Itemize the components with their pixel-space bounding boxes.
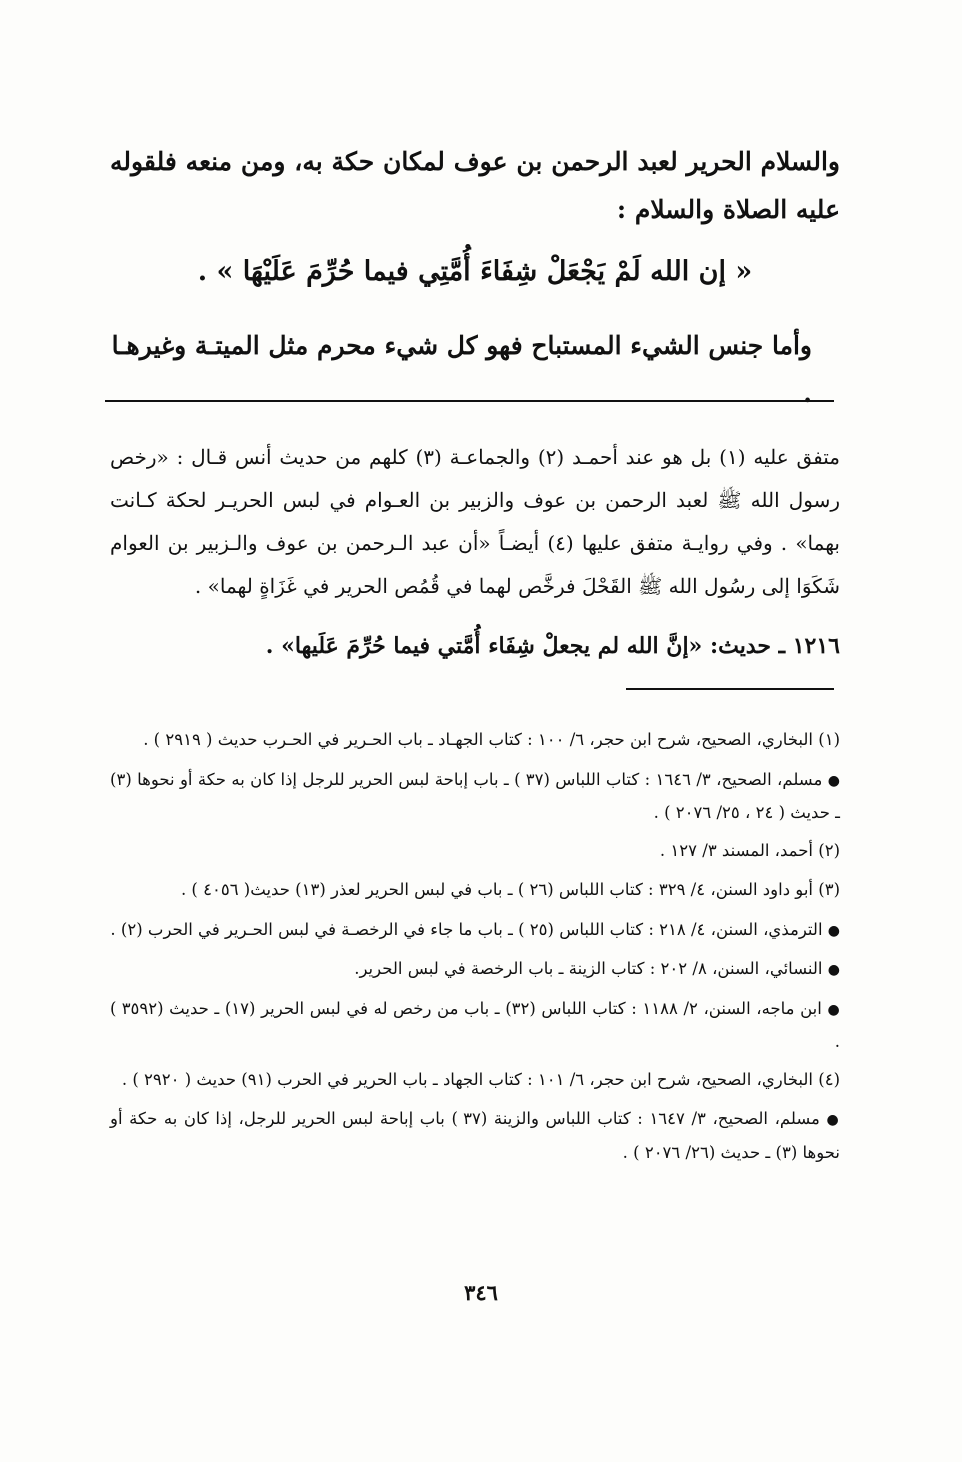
footnote-text: مسلم، الصحيح، ٣/ ١٦٤٧ : كتاب اللباس والزينة (٣٧ ) باب إباحة لبس الحرير للرجل، إذا كان به حكة أو نحوها (٣) ـ حديث (٢٦/ ٢٠٧٦ ) . — [110, 1109, 840, 1162]
footnote-divider — [626, 688, 834, 690]
footnote-text: (٣) أبو داود السنن، ٤/ ٣٢٩ : كتاب اللباس (٢٦ ) ـ باب في لبس الحرير لعذر (١٣) حديث( ٤٠٥٦ ) . — [180, 880, 840, 899]
bullet-icon: ● — [827, 772, 841, 789]
page-number: ٣٤٦ — [464, 1280, 498, 1305]
footnote — [110, 724, 840, 758]
footnote — [110, 993, 840, 1058]
footnotes — [110, 724, 840, 1174]
footnote — [110, 1103, 840, 1168]
footnote — [110, 953, 840, 987]
bullet-icon: ● — [827, 922, 840, 939]
section-divider — [105, 400, 834, 402]
footnote — [110, 1064, 840, 1098]
hadith-quote: « إن الله لَمْ يَجْعَلْ شِفَاءَ أُمَّتِي فيما حُرِّمَ عَلَيْهَا » . — [197, 256, 753, 287]
commentary-paragraph: متفق عليه (١) بل هو عند أحمـد (٢) والجماعـة (٣) كلهم من حديث أنس قـال : «رخص رسول الله ﷺ لعبد الرحمن بن عوف والزبير بن العـوام في لبس الحريـر لحكة كـانت بهما» . وفي روايـة متفق عليها (٤) أيضـاً «أن عبد الـرحمن بن عوف والـزبير بن العوام شَكَوَا إلى رسُول الله ﷺ القَحْلَ فرخَّص لهما في قُمُص الحرير في غَزَاةٍ لهما» . — [110, 445, 840, 598]
footnote — [110, 914, 840, 948]
main-paragraph: والسلام الحرير لعبد الرحمن بن عوف لمكان حكة به، ومن منعه فلقوله عليه الصلاة والسلام : — [110, 147, 840, 224]
main-paragraph-2: وأما جنس الشيء المستباح فهو كل شيء محرم مثل الميتـة وغيرهـا . — [111, 331, 812, 408]
footnote-text: (١) البخاري، الصحيح، شرح ابن حجر، ٦/ ١٠٠ : كتاب الجهـاد ـ باب الحـرير في الحـرب حديث ( ٢٩١٩ ) . — [143, 730, 840, 749]
footnote — [110, 874, 840, 908]
footnote-text: مسلم، الصحيح، ٣/ ١٦٤٦ : كتاب اللباس (٣٧ ) ـ باب إباحة لبس الحرير للرجل إذا كان به حكة أو نحوها (٣) ـ حديث ( ٢٤ ، ٢٥/ ٢٠٧٦ ) . — [110, 769, 840, 822]
bullet-icon: ● — [826, 1112, 841, 1128]
footnote-text: النسائي، السنن، ٨/ ٢٠٢ : كتاب الزينة ـ باب الرخصة في لبس الحرير. — [354, 959, 823, 978]
footnote — [110, 835, 840, 869]
bullet-icon: ● — [827, 1001, 841, 1018]
footnote-text: (٢) أحمد، المسند ٣/ ١٢٧ . — [659, 840, 840, 860]
footnote — [110, 764, 840, 829]
hadith-heading: ١٢١٦ ـ حديث: «إنَّ الله لم يجعلْ شِفَاء أُمَّتي فيما حُرِّمَ عَلَيها» . — [265, 633, 840, 659]
footnote-text: (٤) البخاري، الصحيح، شرح ابن حجر، ٦/ ١٠١ : كتاب الجهاد ـ باب الحرير في الحرب (٩١) حديث ( ٢٩٢٠ ) . — [121, 1069, 840, 1089]
footnote-text: الترمذي، السنن، ٤/ ٢١٨ : كتاب اللباس (٢٥ ) ـ باب ما جاء في الرخصـة في لبس الحـرير في الحرب (٢) . — [110, 919, 823, 939]
bullet-icon: ● — [827, 962, 840, 978]
footnote-text: ابن ماجه، السنن، ٢/ ١١٨٨ : كتاب اللباس (٣٢) ـ باب من رخص له في لبس الحرير (١٧) ـ حديث (٣٥٩٢ ) . — [110, 998, 840, 1051]
commentary-section — [110, 436, 840, 608]
main-text-top — [110, 138, 840, 234]
